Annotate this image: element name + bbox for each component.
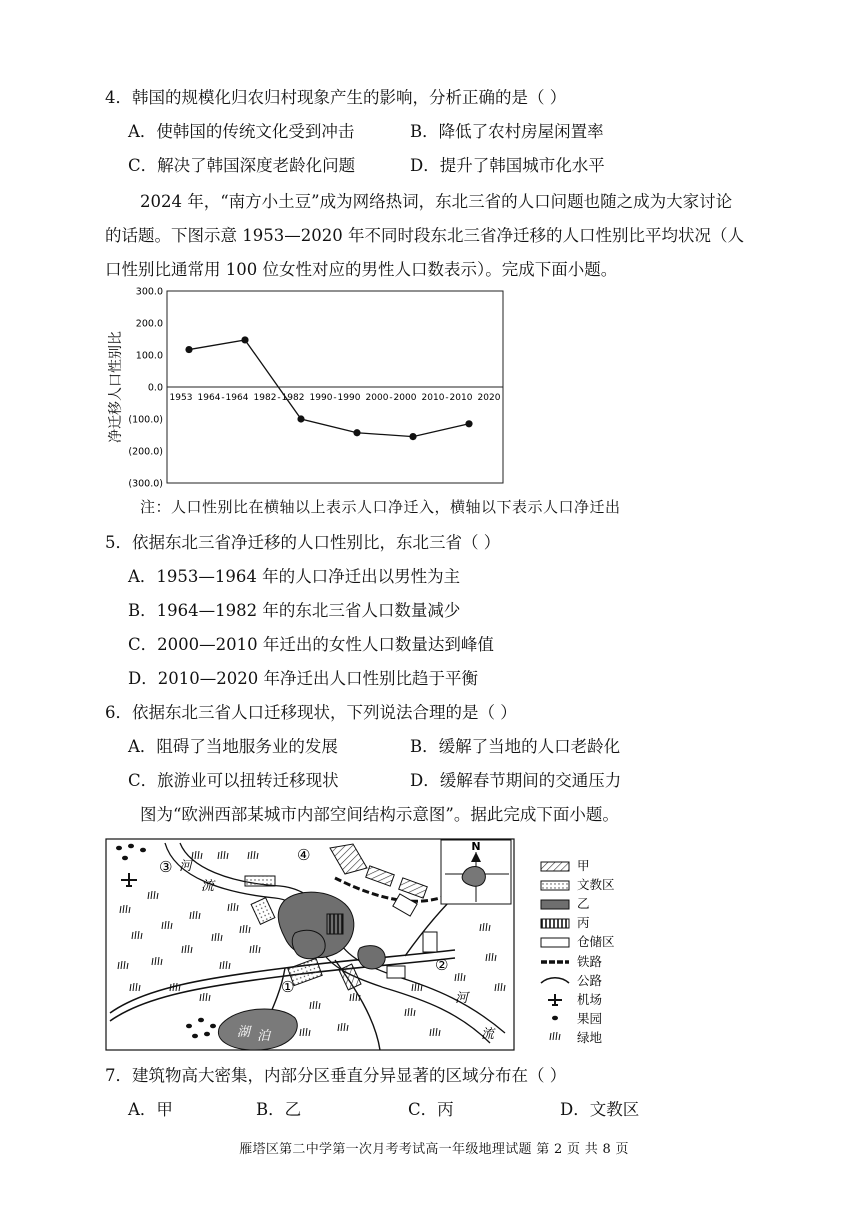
city-structure-map <box>105 838 643 1052</box>
x-tick-label: 2000 <box>365 393 389 403</box>
q4-option-b: B．降低了农村房屋闲置率 <box>410 122 604 141</box>
legend-label: 机场 <box>577 992 603 1007</box>
x-tick-label: 1982 <box>253 393 277 403</box>
legend-swatch-jia <box>541 862 569 871</box>
data-point-1964—1982 <box>241 336 248 343</box>
x-tick-label: 1964 <box>225 393 249 403</box>
page-footer: 雁塔区第二中学第一次月考考试高一年级地理试题 第 2 页 共 8 页 <box>239 1142 629 1157</box>
chart-note: 注：人口性别比在横轴以上表示人口净迁入，横轴以下表示人口净迁出 <box>140 498 621 516</box>
x-tick-label: 2010 <box>449 393 473 403</box>
q6-option-a: A．阻碍了当地服务业的发展 <box>128 737 338 756</box>
lake-label-hu: 湖 <box>237 1025 251 1040</box>
q4-stem: 4．韩国的规模化归农归村现象产生的影响，分析正确的是（ ） <box>105 88 567 107</box>
q5-option-d: D．2010—2020 年净迁出人口性别比趋于平衡 <box>128 669 478 688</box>
x-tick-label: 2010 <box>421 393 445 403</box>
orchard-mark <box>210 1024 216 1029</box>
data-point-2010—2020 <box>465 420 472 427</box>
legend-swatch-yi <box>541 900 569 909</box>
legend-label: 绿地 <box>577 1030 603 1045</box>
x-tick-label: 1990 <box>309 393 333 403</box>
river-label-he-1: 河 <box>179 859 193 874</box>
river-label-he-2: 河 <box>455 991 469 1006</box>
y-tick-label: 300.0 <box>135 286 163 298</box>
y-axis-label: 净迁移人口性别比 <box>108 331 124 443</box>
q7-option-a: A．甲 <box>128 1100 173 1119</box>
zone-bing <box>327 914 343 934</box>
legend-label: 果园 <box>577 1011 603 1026</box>
zone-yi <box>358 946 385 969</box>
q6-option-b: B．缓解了当地的人口老龄化 <box>410 737 621 756</box>
data-point-1982—1990 <box>297 415 304 422</box>
legend-swatch-road <box>541 978 569 983</box>
river-label-liu-1: 流 <box>201 879 215 894</box>
q4-option-d: D．提升了韩国城市化水平 <box>410 156 605 175</box>
legend-label: 文教区 <box>577 877 615 892</box>
zone-storage <box>387 966 405 978</box>
zone-storage <box>423 932 437 952</box>
legend-label: 甲 <box>577 858 590 873</box>
orchard-mark <box>198 1018 204 1023</box>
q6-option-d: D．缓解春节期间的交通压力 <box>410 771 622 790</box>
q4-option-c: C．解决了韩国深度老龄化问题 <box>128 156 356 175</box>
intro1-line2: 的话题。下图示意 1953—2020 年不同时段东北三省净迁移的人口性别比平均状况（人 <box>105 226 744 245</box>
x-tick-separator: - <box>277 393 281 403</box>
x-tick-label: 2020 <box>477 393 501 403</box>
orchard-mark <box>122 856 128 861</box>
legend-airport-icon <box>548 994 562 1006</box>
legend-label: 丙 <box>577 915 590 930</box>
y-tick-label: 100.0 <box>135 350 163 362</box>
data-point-1953—1964 <box>185 346 192 353</box>
q7-stem: 7．建筑物高大密集，内部分区垂直分异显著的区域分布在（ ） <box>105 1066 567 1085</box>
legend-grass-icon <box>550 1032 560 1040</box>
intro1-line3: 口性别比通常用 100 位女性对应的男性人口数表示）。完成下面小题。 <box>105 260 618 279</box>
x-tick-separator: - <box>389 393 393 403</box>
y-tick-label: 200.0 <box>135 318 163 330</box>
legend-label: 仓储区 <box>577 934 615 949</box>
data-point-1990—2000 <box>353 429 360 436</box>
marker-3: ③ <box>159 858 173 876</box>
legend-swatch-storage <box>541 938 569 947</box>
legend-orchard-icon <box>552 1016 558 1021</box>
q4-option-a: A．使韩国的传统文化受到冲击 <box>128 122 355 141</box>
q7-option-d: D．文教区 <box>560 1100 640 1119</box>
zone-education <box>245 876 275 886</box>
q5-option-b: B．1964—1982 年的东北三省人口数量减少 <box>128 601 461 620</box>
x-tick-label: 1982 <box>281 393 305 403</box>
q6-option-c: C．旅游业可以扭转迁移现状 <box>128 771 339 790</box>
zone-yi <box>292 930 325 959</box>
series-line <box>189 340 469 437</box>
q5-stem: 5．依据东北三省净迁移的人口性别比，东北三省（ ） <box>105 533 501 552</box>
orchard-mark <box>116 846 122 851</box>
north-label: N <box>471 840 481 853</box>
marker-2: ② <box>435 956 449 974</box>
legend-label: 乙 <box>577 896 590 911</box>
orchard-mark <box>140 848 146 853</box>
y-tick-label: 0.0 <box>147 382 163 394</box>
river-label-liu-2: 流 <box>481 1027 495 1042</box>
y-tick-label: (300.0) <box>128 478 163 488</box>
intro2: 图为“欧洲西部某城市内部空间结构示意图”。据此完成下面小题。 <box>140 805 619 824</box>
orchard-mark <box>192 1034 198 1039</box>
orchard-mark <box>204 1032 210 1037</box>
map-legend <box>541 858 615 1045</box>
q7-option-b: B．乙 <box>256 1100 302 1119</box>
orchard-mark <box>128 844 134 849</box>
legend-swatch-bing <box>541 919 569 928</box>
x-tick-label: 1953 <box>169 393 193 403</box>
x-tick-separator: - <box>333 393 337 403</box>
y-tick-label: (200.0) <box>128 446 163 458</box>
q6-stem: 6．依据东北三省人口迁移现状，下列说法合理的是（ ） <box>105 703 517 722</box>
q7-option-c: C．丙 <box>408 1100 454 1119</box>
data-point-2000—2010 <box>409 433 416 440</box>
sex-ratio-chart <box>100 284 520 488</box>
lake-label-bo: 泊 <box>257 1029 271 1044</box>
y-tick-label: (100.0) <box>128 414 163 426</box>
x-tick-label: 1990 <box>337 393 361 403</box>
legend-swatch-education <box>541 881 569 890</box>
marker-4: ④ <box>297 846 311 864</box>
q5-option-c: C．2000—2010 年迁出的女性人口数量达到峰值 <box>128 635 494 654</box>
x-tick-label: 1964 <box>197 393 221 403</box>
orchard-mark <box>186 1024 192 1029</box>
x-tick-separator: - <box>445 393 449 403</box>
x-tick-label: 2000 <box>393 393 417 403</box>
marker-1: ① <box>281 978 295 996</box>
x-tick-separator: - <box>221 393 225 403</box>
legend-label: 铁路 <box>577 954 603 969</box>
intro1-line1: 2024 年，“南方小土豆”成为网络热词，东北三省的人口问题也随之成为大家讨论 <box>140 192 733 211</box>
q5-option-a: A．1953—1964 年的人口净迁出以男性为主 <box>128 567 461 586</box>
legend-label: 公路 <box>577 973 603 988</box>
